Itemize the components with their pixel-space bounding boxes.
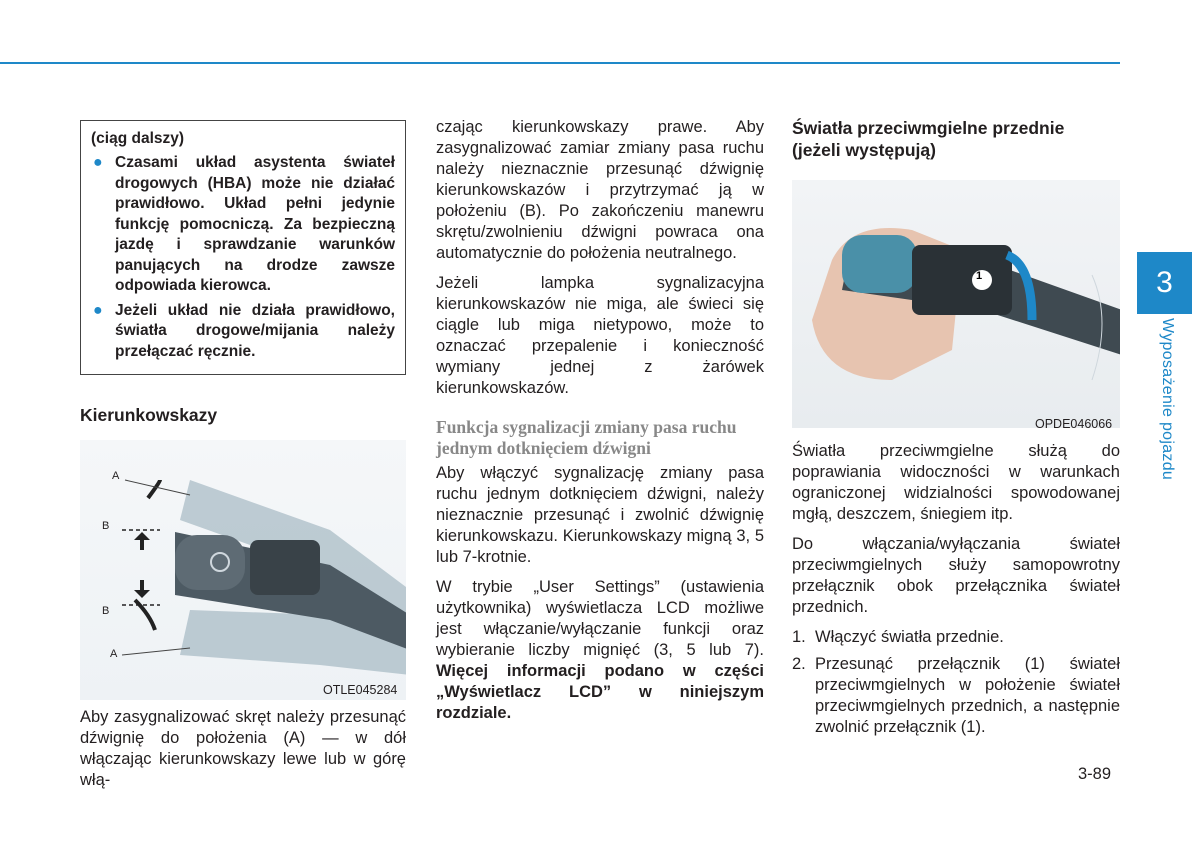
chapter-label: Wyposażenie pojazdu xyxy=(1159,318,1176,481)
figure-code: OTLE045284 xyxy=(323,683,398,697)
figure-code: OPDE046066 xyxy=(1035,417,1113,431)
paragraph: W trybie „User Settings” (ustawienia użytkownika) wyświetlacza LCD możliwe jest włączanie/wyłączanie funkcji oraz wybieranie liczby mignięć (3, 5 lub 7). Więcej informacji podano w części „Wyświetlacz LCD” w niniejszym rozdziale. xyxy=(436,578,764,722)
list-item: 2. Przesunąć przełącznik (1) świateł przeciwmgielnych w położenie świateł przeciwmgielnych przednich, a następnie zwolnić przełącznik (1). xyxy=(792,655,1120,736)
fog-light-switch-illustration xyxy=(792,180,1120,428)
chapter-tab: 3 xyxy=(1137,252,1192,314)
turn-signal-lever-illustration xyxy=(80,440,406,700)
section-heading-turn-signals: Kierunkowskazy xyxy=(80,405,218,425)
note-bullets xyxy=(91,153,395,362)
fog-light-figure xyxy=(792,180,1120,440)
label-a-top: A xyxy=(112,470,120,482)
turn-signal-paragraph: Aby zasygnalizować skręt należy przesunąć dźwignię do położenia (A) — w dół włączając kierunkowskazy lewe lub w górę włą- xyxy=(80,708,406,789)
note-bullet: ● Jeżeli układ nie działa prawidłowo, światła drogowe/mijania należy przełączać ręcznie. xyxy=(93,301,395,360)
steps-list xyxy=(792,627,1120,738)
more-info-reference: Więcej informacji podano w części „Wyświetlacz LCD” w niniejszym rozdziale. xyxy=(436,662,764,722)
list-item: 1. Włączyć światła przednie. xyxy=(792,628,1004,646)
paragraph: Światła przeciwmgielne służą do poprawiania widoczności w warunkach ograniczonej widzialności spowodowanej mgłą, deszczem, śniegiem itp. xyxy=(792,442,1120,523)
section-heading-front-fog-lights: Światła przeciwmgielne przednie (jeżeli występują) xyxy=(792,118,1065,160)
middle-column xyxy=(436,117,764,724)
paragraph: Aby włączyć sygnalizację zmiany pasa ruchu jednym dotknięciem dźwigni, należy nieznacznie przesunąć i zwolnić dźwignię kierunkowskazu. Kierunkowskazy migną 3, 5 lub 7-krotnie. xyxy=(436,464,764,566)
note-bullet: ● Czasami układ asystenta świateł drogowych (HBA) może nie działać prawidłowo. Układ pełni jedynie funkcję pomocniczą. Za bezpieczną jazdę i sprawdzanie warunków panujących na drodze zawsze odpowiada kierowca. xyxy=(93,154,395,294)
label-b-top: B xyxy=(102,520,110,532)
bullet-icon: ● xyxy=(93,301,103,319)
page-number: 3-89 xyxy=(1078,765,1112,783)
bullet-icon: ● xyxy=(93,154,103,171)
label-b-bottom: B xyxy=(102,605,110,617)
left-column-text xyxy=(80,707,406,791)
turn-signal-figure xyxy=(80,440,406,700)
paragraph: Do włączania/wyłączania świateł przeciwmgielnych służy samopowrotny przełącznik obok przełącznika świateł przednich. xyxy=(792,535,1120,616)
paragraph: czając kierunkowskazy prawe. Aby zasygnalizować zamiar zmiany pasa ruchu należy nieznacznie przesunąć dźwignię kierunkowskazów i przytrzymać ją w położeniu (B). Po zakończeniu manewru skrętu/zwolnieniu dźwigni powraca ona automatycznie do położenia neutralnego. xyxy=(436,118,764,262)
right-column-text xyxy=(792,441,1120,738)
paragraph: Jeżeli lampka sygnalizacyjna kierunkowskazów nie miga, ale świeci się ciągle lub miga nietypowo, może to oznaczać przepalenie i konieczność wymiany jednej z żarówek kierunkowskazów. xyxy=(436,274,764,397)
fog-switch-badge: 1 xyxy=(976,270,983,282)
label-a-bottom: A xyxy=(110,648,118,660)
subheading-one-touch-lane-change: Funkcja sygnalizacji zmiany pasa ruchu jednym dotknięciem dźwigni xyxy=(436,417,737,458)
header-rule xyxy=(0,62,1120,64)
note-header: (ciąg dalszy) xyxy=(91,130,185,147)
continued-note-box xyxy=(80,120,406,375)
